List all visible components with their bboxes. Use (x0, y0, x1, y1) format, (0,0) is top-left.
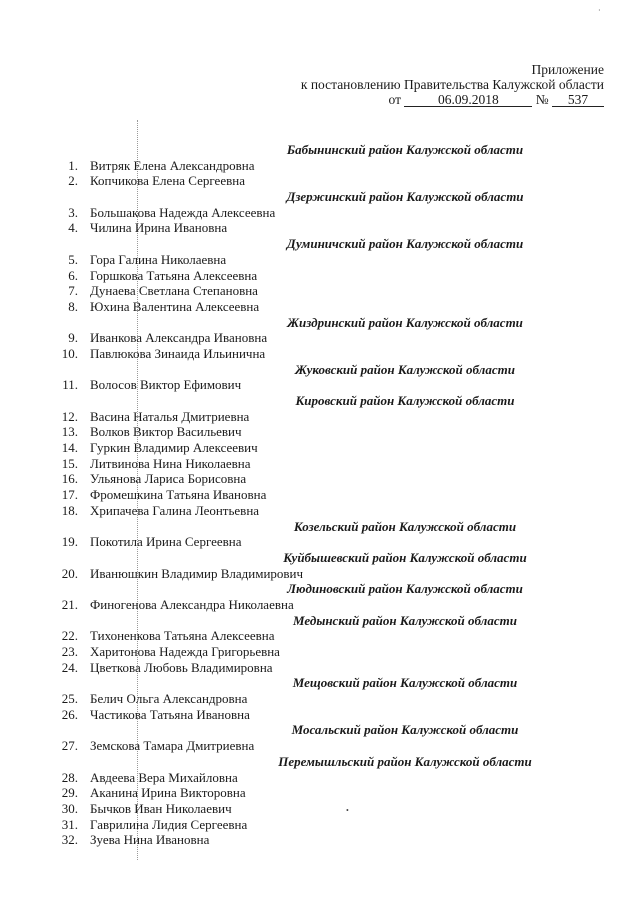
person-name: Павлюкова Зинаида Ильинична (90, 345, 266, 361)
item-number: 20. (61, 565, 78, 581)
item-number: 31. (61, 816, 78, 832)
list-item (0, 707, 640, 723)
person-name: Большакова Надежда Алексеевна (90, 204, 276, 220)
person-name: Иванюшкин Владимир Владимирович (90, 565, 304, 581)
person-name: Гуркин Владимир Алексеевич (90, 440, 258, 456)
list-item (0, 503, 640, 519)
district-heading: Куйбышевский район Калужской области (283, 549, 527, 565)
list-item (0, 424, 640, 440)
number-prefix: № (535, 92, 549, 107)
item-number: 29. (61, 785, 78, 801)
person-name: Волосов Виктор Ефимович (90, 377, 242, 393)
item-number: 3. (68, 204, 78, 220)
person-name: Волков Виктор Васильевич (90, 424, 242, 440)
item-number: 16. (61, 471, 78, 487)
list-item (0, 738, 640, 754)
district-heading: Думиничский район Калужской области (286, 236, 524, 252)
person-name: Хрипачева Галина Леонтьевна (90, 502, 260, 518)
document-date: 06.09.2018 (404, 93, 532, 107)
list-item (0, 471, 640, 487)
list-item (0, 158, 640, 174)
appendix-date-line (301, 92, 604, 107)
item-number: 15. (61, 455, 78, 471)
list-item (0, 597, 640, 613)
item-number: 30. (61, 800, 78, 816)
list-item (0, 644, 640, 660)
item-number: 18. (61, 502, 78, 518)
list-item (0, 283, 640, 299)
district-heading: Жуковский район Калужской области (295, 361, 515, 377)
item-number: 28. (61, 769, 78, 785)
person-name: Васина Наталья Дмитриевна (90, 408, 250, 424)
person-name: Финогенова Александра Николаевна (90, 596, 294, 612)
person-name: Авдеева Вера Михайловна (90, 769, 238, 785)
list-item (0, 785, 640, 801)
person-name: Тихоненкова Татьяна Алексеевна (90, 628, 275, 644)
person-name: Горшкова Татьяна Алексеевна (90, 267, 258, 283)
list-item (0, 220, 640, 236)
district-heading: Перемышльский район Калужской области (278, 753, 532, 769)
person-name: Цветкова Любовь Владимировна (90, 659, 273, 675)
item-number: 26. (61, 706, 78, 722)
list-item (0, 487, 640, 503)
district-heading: Людиновский район Калужской области (287, 581, 523, 597)
person-name: Ульянова Лариса Борисовна (90, 471, 247, 487)
item-number: 8. (68, 298, 78, 314)
appendix-list (0, 142, 640, 848)
item-number: 10. (61, 345, 78, 361)
district-heading: Мосальский район Калужской области (291, 722, 519, 738)
person-name: Частикова Татьяна Ивановна (90, 706, 250, 722)
list-item (0, 456, 640, 472)
item-number: 22. (61, 628, 78, 644)
person-name: Земскова Тамара Дмитриевна (90, 738, 255, 754)
list-item (0, 534, 640, 550)
item-number: 11. (62, 377, 78, 393)
list-item (0, 660, 640, 676)
person-name: Гаврилина Лидия Сергеевна (90, 816, 248, 832)
item-number: 25. (61, 691, 78, 707)
item-number: 2. (68, 173, 78, 189)
district-heading: Дзержинский район Калужской области (286, 189, 524, 205)
appendix-header (301, 62, 604, 107)
list-item (0, 566, 640, 582)
person-name: Дунаева Светлана Степановна (90, 283, 258, 299)
date-prefix: от (388, 92, 401, 107)
person-name: Иванкова Александра Ивановна (90, 330, 268, 346)
person-name: Фромешкина Татьяна Ивановна (90, 487, 267, 503)
district-heading: Жиздринский район Калужской области (287, 314, 523, 330)
item-number: 6. (68, 267, 78, 283)
item-number: 13. (61, 424, 78, 440)
person-name: Белич Ольга Александровна (90, 691, 248, 707)
item-number: 9. (68, 330, 78, 346)
list-item (0, 770, 640, 786)
person-name: Покотила Ирина Сергеевна (90, 534, 242, 550)
list-item (0, 801, 640, 817)
item-number: 14. (61, 440, 78, 456)
scan-speck: · (598, 6, 601, 15)
list-item (0, 268, 640, 284)
item-number: 7. (68, 283, 78, 299)
person-name: Гора Галина Николаевна (90, 251, 227, 267)
district-heading: Медынский район Калужской области (293, 612, 517, 628)
district-heading: Мещовский район Калужской области (292, 675, 518, 691)
item-number: 21. (61, 596, 78, 612)
person-name: Аканина Ирина Викторовна (90, 785, 246, 801)
list-item (0, 691, 640, 707)
district-heading: Козельский район Калужской области (293, 518, 517, 534)
list-item (0, 173, 640, 189)
list-item (0, 440, 640, 456)
list-item (0, 377, 640, 393)
item-number: 23. (61, 644, 78, 659)
person-name: Литвинова Нина Николаевна (90, 455, 251, 471)
list-item (0, 299, 640, 315)
item-number: 12. (61, 408, 78, 424)
item-number: 27. (61, 738, 78, 754)
list-item (0, 330, 640, 346)
appendix-title: Приложение (531, 62, 604, 77)
list-item (0, 205, 640, 221)
list-item (0, 409, 640, 425)
scan-speck: • (346, 806, 349, 815)
appendix-subtitle: к постановлению Правительства Калужской области (300, 77, 604, 92)
person-name: Витряк Елена Александровна (90, 157, 255, 173)
item-number: 1. (68, 157, 78, 173)
list-item (0, 817, 640, 833)
person-name: Харитонова Надежда Григорьевна (90, 644, 280, 659)
person-name: Чилина Ирина Ивановна (90, 220, 228, 236)
list-item (0, 628, 640, 644)
list-item (0, 346, 640, 362)
district-heading: Кировский район Калужской области (295, 393, 515, 408)
person-name: Зуева Нина Ивановна (90, 832, 210, 848)
item-number: 5. (68, 251, 78, 267)
person-name: Юхина Валентина Алексеевна (90, 298, 260, 314)
item-number: 17. (61, 487, 78, 503)
person-name: Копчикова Елена Сергеевна (90, 173, 245, 189)
list-item (0, 252, 640, 268)
document-number: 537 (552, 93, 604, 107)
item-number: 24. (61, 659, 78, 675)
item-number: 4. (68, 220, 78, 236)
list-item (0, 832, 640, 848)
item-number: 32. (61, 832, 78, 848)
item-number: 19. (61, 534, 78, 550)
person-name: Бычков Иван Николаевич (90, 800, 232, 816)
district-heading: Бабынинский район Калужской области (286, 142, 524, 157)
